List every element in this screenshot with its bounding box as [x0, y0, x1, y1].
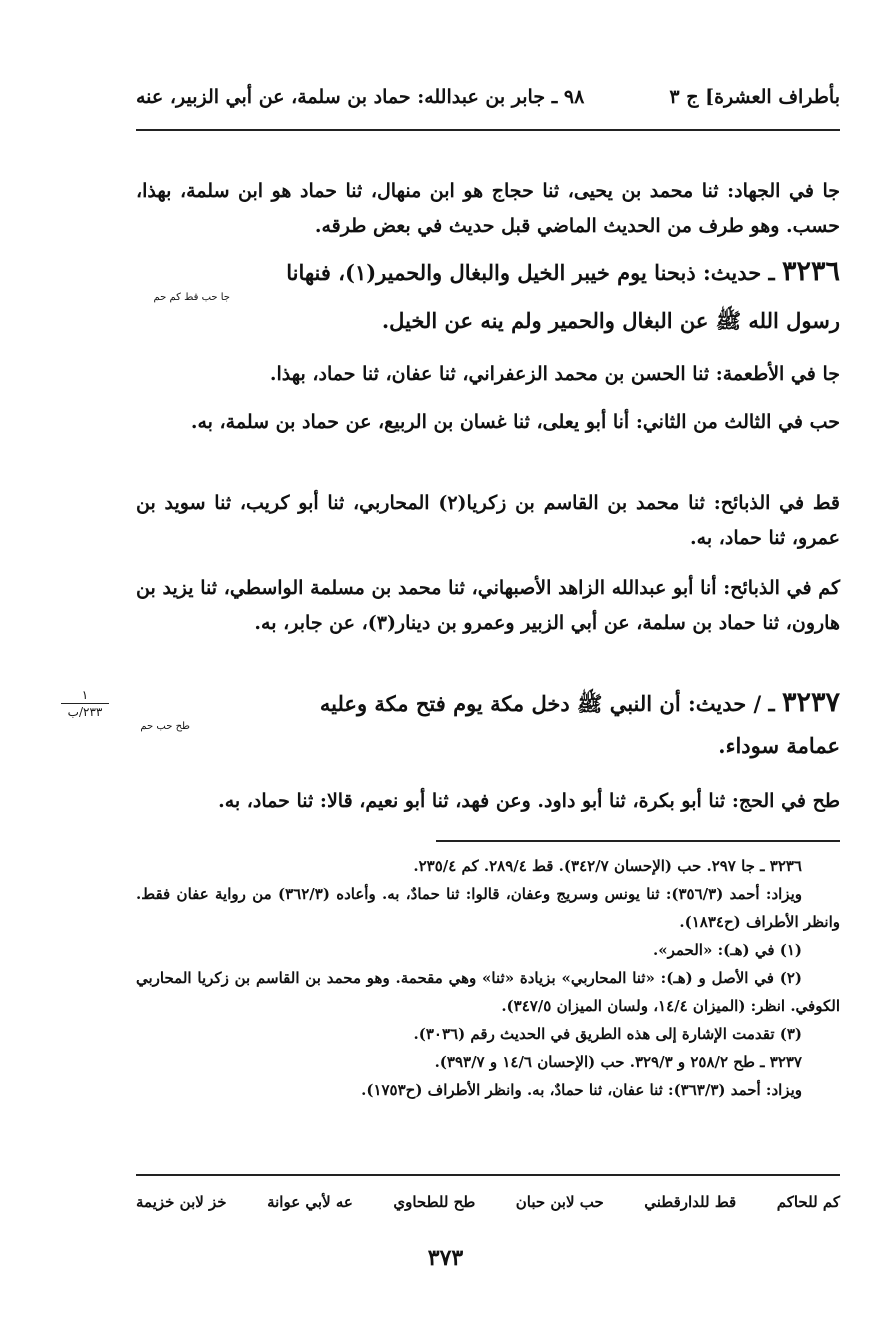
footnote-3: (٣) تقدمت الإشارة إلى هذه الطريق في الحديث رقم (٣٠٣٦).	[413, 1025, 802, 1043]
margin-folio-note	[55, 688, 115, 719]
abbr-th: طح للطحاوي	[393, 1193, 476, 1211]
abbr-hb: حب لابن حبان	[515, 1193, 604, 1211]
footnotes	[136, 852, 840, 1104]
paragraph-qt: قط في الذبائح: ثنا محمد بن القاسم بن زكريا(٢) المحاربي، ثنا أبو كريب، ثنا سويد بن عمرو، ثنا حماد، به.	[136, 492, 840, 549]
abbr-ah: عه لأبي عوانة	[267, 1193, 353, 1211]
hadith-3236	[136, 256, 840, 339]
abbr-khz: خز لابن خزيمة	[136, 1193, 227, 1211]
footnote-3236-extra: ويزاد: أحمد (٣٥٦/٣): ثنا يونس وسريج وعفان، قالوا: ثنا حمادٌ، به. وأعاده (٣٦٢/٣) من رواية عفان فقط. وانظر الأطراف (ح١٨٣٤).	[136, 885, 840, 931]
paragraph-km: كم في الذبائح: أنا أبو عبدالله الزاهد الأصبهاني، ثنا محمد بن مسلمة الواسطي، ثنا يزيد بن هارون، ثنا حماد بن سلمة، عن أبي الزبير وعمرو بن دينار(٣)، عن جابر، به.	[136, 577, 840, 634]
header-book-title: بأطراف العشرة] ج ٣	[669, 86, 840, 108]
header-chapter: ٩٨ ـ جابر بن عبدالله: حماد بن سلمة، عن أبي الزبير، عنه	[136, 86, 585, 108]
hadith-3237	[136, 687, 840, 762]
hadith-number: ٣٢٣٧	[781, 687, 840, 718]
footnote-2: (٢) في الأصل و (هـ): «ثنا المحاربي» بزيادة «ثنا» وهي مقحمة. وهو محمد بن القاسم بن زكريا المحاربي الكوفي. انظر: (الميزان ١٤/٤، ولسان الميزان ٣٤٧/٥).	[136, 969, 840, 1015]
abbreviation-rule	[136, 1174, 840, 1176]
footnote-3237-extra: ويزاد: أحمد (٣٦٣/٣): ثنا عفان، ثنا حمادٌ، به. وانظر الأطراف (ح١٧٥٣).	[361, 1081, 802, 1099]
hadith-number: ٣٢٣٦	[781, 256, 840, 287]
paragraph-th: طح في الحج: ثنا أبو بكرة، ثنا أبو داود. وعن فهد، ثنا أبو نعيم، قالا: ثنا حماد، به.	[218, 790, 840, 812]
hadith-text: ـ / حديث: أن النبي ﷺ دخل مكة يوم فتح مكة وعليه	[319, 691, 775, 716]
hadith-sigla: جا حب قط كم حم	[153, 292, 230, 303]
footnote-1: (١) في (هـ): «الحمر».	[653, 941, 802, 959]
footnote-3236: ٣٢٣٦ ـ جا ٢٩٧. حب (الإحسان ٣٤٢/٧). قط ٢٨٩/٤. كم ٢٣٥/٤.	[413, 857, 802, 875]
paragraph-hb: حب في الثالث من الثاني: أنا أبو يعلى، ثنا غسان بن الربيع، عن حماد بن سلمة، به.	[190, 411, 840, 433]
hadith-text-line2: رسول الله ﷺ عن البغال والحمير ولم ينه عن الخيل.	[381, 308, 840, 333]
footnote-3237: ٣٢٣٧ ـ طح ٢٥٨/٢ و ٣٢٩/٣. حب (الإحسان ١٤/٦ و ٣٩٣/٧).	[434, 1053, 802, 1071]
page-number: ٣٧٣	[427, 1245, 464, 1271]
hadith-text-line2: عمامة سوداء.	[718, 733, 840, 758]
header-rule	[136, 129, 840, 131]
hadith-sigla: طح حب حم	[140, 721, 190, 732]
margin-folio-bar	[61, 703, 109, 704]
paragraph-ja-atima: جا في الأطعمة: ثنا الحسن بن محمد الزعفراني، ثنا عفان، ثنا حماد، بهذا.	[269, 363, 840, 385]
abbr-km: كم للحاكم	[776, 1193, 840, 1211]
abbr-qt: قط للدارقطني	[644, 1193, 737, 1211]
hadith-text: ـ حديث: ذبحنا يوم خيبر الخيل والبغال والحمير(١)، فنهانا	[286, 260, 775, 285]
abbreviation-key	[136, 1193, 840, 1211]
margin-folio-top: ١	[81, 688, 89, 702]
running-header	[136, 86, 840, 122]
paragraph-ja-jihad: جا في الجهاد: ثنا محمد بن يحيى، ثنا حجاج هو ابن منهال، ثنا حماد هو ابن سلمة، بهذا، حسب. وهو طرف من الحديث الماضي قبل حديث في بعض طرقه.	[136, 180, 840, 237]
footnote-rule	[436, 840, 840, 842]
margin-folio-bottom: ٢٣٣/ب	[67, 705, 103, 719]
